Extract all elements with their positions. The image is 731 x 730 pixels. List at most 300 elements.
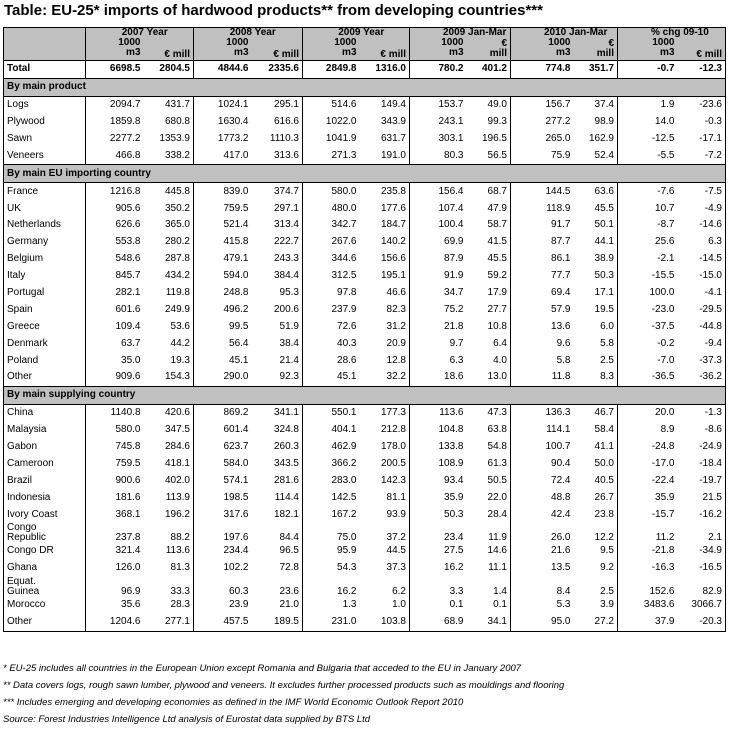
value-cell: 317.6 <box>194 506 252 523</box>
table-row <box>4 217 726 234</box>
value-cell: 45.5 <box>467 251 511 268</box>
value-cell: 113.9 <box>144 489 194 506</box>
value-cell: 14.6 <box>467 543 511 560</box>
row-label-text: Malaysia <box>7 424 47 436</box>
value-cell: 237.9 <box>303 301 360 318</box>
value-cell: 75.9 <box>511 147 574 164</box>
value-cell: 260.3 <box>252 439 303 456</box>
unit-m3: m3 <box>660 47 675 58</box>
value-cell: 181.6 <box>86 489 144 506</box>
value-cell: 341.1 <box>252 404 303 421</box>
table-row <box>4 439 726 456</box>
value-cell: 1316.0 <box>360 61 410 79</box>
value-cell: 69.4 <box>511 285 574 302</box>
value-cell: -36.5 <box>618 369 678 386</box>
value-cell: 344.6 <box>303 251 360 268</box>
value-cell: 3.3 <box>410 577 467 597</box>
value-cell: 845.7 <box>86 268 144 285</box>
value-cell: 77.7 <box>511 268 574 285</box>
footnotes <box>3 660 564 728</box>
value-cell: 1.4 <box>467 577 511 597</box>
value-cell: -8.6 <box>678 422 726 439</box>
row-label <box>4 506 86 523</box>
row-label <box>4 614 86 631</box>
value-cell: 37.2 <box>360 523 410 543</box>
value-cell: 87.9 <box>410 251 467 268</box>
value-cell: 3.9 <box>574 597 618 614</box>
unit-m3: m3 <box>556 47 571 58</box>
table-row <box>4 560 726 577</box>
value-cell: 100.4 <box>410 217 467 234</box>
row-label-text: Italy <box>7 270 26 282</box>
value-cell: 136.3 <box>511 404 574 421</box>
value-cell: -36.2 <box>678 369 726 386</box>
value-cell: 198.5 <box>194 489 252 506</box>
value-cell: 59.2 <box>467 268 511 285</box>
value-cell: -0.2 <box>618 335 678 352</box>
header-row <box>4 28 726 61</box>
value-cell: 69.9 <box>410 234 467 251</box>
value-cell: 222.7 <box>252 234 303 251</box>
row-label-text: Other <box>7 371 33 383</box>
value-cell: 37.9 <box>618 614 678 631</box>
value-cell: 20.0 <box>618 404 678 421</box>
header-volume-cell <box>86 27 168 61</box>
value-cell: 50.5 <box>467 472 511 489</box>
value-cell: 480.0 <box>303 200 360 217</box>
row-label-text: Other <box>7 616 33 628</box>
row-label <box>4 439 86 456</box>
table-title: Table: EU-25* imports of hardwood products** from developing countries*** <box>4 2 543 19</box>
value-cell: 142.5 <box>303 489 360 506</box>
value-cell: 14.0 <box>618 114 678 131</box>
value-cell: 60.3 <box>194 577 252 597</box>
value-cell: 95.0 <box>511 614 574 631</box>
value-cell: -7.2 <box>678 147 726 164</box>
value-cell: 20.9 <box>360 335 410 352</box>
row-label-text: Veneers <box>7 149 44 161</box>
unit-m3: m3 <box>342 47 357 58</box>
row-label-text: Gabon <box>7 441 38 453</box>
value-cell: 72.8 <box>252 560 303 577</box>
value-cell: -22.4 <box>618 472 678 489</box>
value-cell: 404.1 <box>303 422 360 439</box>
value-cell: 38.4 <box>252 335 303 352</box>
value-cell: 17.1 <box>574 285 618 302</box>
value-cell: 759.5 <box>194 200 252 217</box>
period-label: 2009 Year <box>338 27 385 38</box>
table-row <box>4 455 726 472</box>
value-cell: 50.0 <box>574 455 618 472</box>
unit-1000: 1000 <box>652 37 675 48</box>
value-cell: 48.8 <box>511 489 574 506</box>
value-cell: -16.5 <box>678 560 726 577</box>
table-row <box>4 404 726 421</box>
row-label <box>4 352 86 369</box>
value-cell: 35.9 <box>410 489 467 506</box>
section-header <box>4 165 726 183</box>
value-cell: 366.2 <box>303 455 360 472</box>
value-cell: -29.5 <box>678 301 726 318</box>
value-cell: 195.1 <box>360 268 410 285</box>
value-cell: 126.0 <box>86 560 144 577</box>
value-cell: 35.0 <box>86 352 144 369</box>
row-label-text: Morocco <box>7 599 46 611</box>
value-cell: 9.7 <box>410 335 467 352</box>
header-volume-cell <box>303 27 385 61</box>
value-cell: 37.3 <box>360 560 410 577</box>
value-cell: 2849.8 <box>303 61 360 79</box>
value-cell: -24.9 <box>678 439 726 456</box>
value-cell: -15.5 <box>618 268 678 285</box>
value-cell: 182.1 <box>252 506 303 523</box>
value-cell: 63.6 <box>574 183 618 200</box>
value-cell: 6698.5 <box>86 61 144 79</box>
value-cell: 1140.8 <box>86 404 144 421</box>
value-cell: 72.6 <box>303 318 360 335</box>
value-cell: 53.6 <box>144 318 194 335</box>
period-label: 2007 Year <box>121 27 168 38</box>
value-cell: 9.6 <box>511 335 574 352</box>
value-cell: 745.8 <box>86 439 144 456</box>
value-cell: 54.8 <box>467 439 511 456</box>
value-cell: 1630.4 <box>194 114 252 131</box>
value-cell: 50.1 <box>574 217 618 234</box>
value-cell: 31.2 <box>360 318 410 335</box>
unit-1000: 1000 <box>226 37 249 48</box>
value-cell: 50.3 <box>410 506 467 523</box>
value-cell: 91.9 <box>410 268 467 285</box>
value-cell: 514.6 <box>303 96 360 113</box>
value-cell: 869.2 <box>194 404 252 421</box>
value-cell: 154.3 <box>144 369 194 386</box>
value-cell: 23.6 <box>252 577 303 597</box>
value-cell: 11.2 <box>618 523 678 543</box>
value-cell: 88.2 <box>144 523 194 543</box>
value-cell: -24.8 <box>618 439 678 456</box>
value-cell: 56.5 <box>467 147 511 164</box>
unit-m3: m3 <box>234 47 249 58</box>
value-cell: 601.6 <box>86 301 144 318</box>
value-cell: 118.9 <box>511 200 574 217</box>
value-cell: 374.7 <box>252 183 303 200</box>
value-cell: 466.8 <box>86 147 144 164</box>
row-label <box>4 61 86 79</box>
value-cell: 1859.8 <box>86 114 144 131</box>
value-cell: 28.4 <box>467 506 511 523</box>
value-cell: 178.0 <box>360 439 410 456</box>
row-label <box>4 577 86 597</box>
value-cell: 197.6 <box>194 523 252 543</box>
row-label <box>4 318 86 335</box>
value-cell: 2.5 <box>574 352 618 369</box>
value-cell: 1041.9 <box>303 131 360 148</box>
row-label-text: Total <box>7 63 31 75</box>
value-cell: 13.5 <box>511 560 574 577</box>
row-label <box>4 268 86 285</box>
value-cell: 72.4 <box>511 472 574 489</box>
table-row <box>4 268 726 285</box>
table-row <box>4 131 726 148</box>
value-cell: 87.7 <box>511 234 574 251</box>
table-row <box>4 61 726 79</box>
value-cell: 1216.8 <box>86 183 144 200</box>
value-cell: -23.6 <box>678 96 726 113</box>
value-cell: 27.5 <box>410 543 467 560</box>
value-cell: 91.7 <box>511 217 574 234</box>
footnote: Source: Forest Industries Intelligence Ltd analysis of Eurostat data supplied by BTS Ltd <box>3 714 371 725</box>
value-cell: 162.9 <box>574 131 618 148</box>
value-cell: 631.7 <box>360 131 410 148</box>
row-label <box>4 96 86 113</box>
table-row <box>4 251 726 268</box>
row-label-text: Netherlands <box>7 219 61 231</box>
value-cell: 42.4 <box>511 506 574 523</box>
value-cell: 26.7 <box>574 489 618 506</box>
row-label <box>4 251 86 268</box>
value-cell: 8.9 <box>618 422 678 439</box>
unit-euro-mill: € mill <box>696 49 722 60</box>
row-label-text: Denmark <box>7 337 48 349</box>
value-cell: 191.0 <box>360 147 410 164</box>
value-cell: 32.2 <box>360 369 410 386</box>
value-cell: 616.6 <box>252 114 303 131</box>
value-cell: -4.9 <box>678 200 726 217</box>
value-cell: 167.2 <box>303 506 360 523</box>
row-label <box>4 147 86 164</box>
value-cell: 153.7 <box>410 96 467 113</box>
value-cell: 40.5 <box>574 472 618 489</box>
value-cell: -44.8 <box>678 318 726 335</box>
row-label-text: Spain <box>7 303 33 315</box>
row-label-text: Cameroon <box>7 457 54 469</box>
value-cell: 21.5 <box>678 489 726 506</box>
value-cell: 8.4 <box>511 577 574 597</box>
value-cell: 365.0 <box>144 217 194 234</box>
value-cell: 28.3 <box>144 597 194 614</box>
value-cell: 100.7 <box>511 439 574 456</box>
value-cell: -8.7 <box>618 217 678 234</box>
table-row <box>4 114 726 131</box>
imports-table <box>3 27 726 632</box>
table-row <box>4 614 726 631</box>
value-cell: 265.0 <box>511 131 574 148</box>
value-cell: 1110.3 <box>252 131 303 148</box>
row-label-text: Republic <box>7 532 46 544</box>
table-row <box>4 523 726 543</box>
value-cell: 113.6 <box>410 404 467 421</box>
row-label-text: Sawn <box>7 133 33 144</box>
value-cell: 156.4 <box>410 183 467 200</box>
value-cell: 324.8 <box>252 422 303 439</box>
value-cell: 248.8 <box>194 285 252 302</box>
value-cell: 41.5 <box>467 234 511 251</box>
footnote: ** Data covers logs, rough sawn lumber, plywood and veneers. It excludes further processed products such as mouldings and flooring <box>3 680 565 691</box>
unit-mill: mill <box>489 48 507 59</box>
row-label-text: Germany <box>7 236 49 248</box>
value-cell: 368.1 <box>86 506 144 523</box>
table-row <box>4 335 726 352</box>
value-cell: 550.1 <box>303 404 360 421</box>
value-cell: -17.1 <box>678 131 726 148</box>
value-cell: 144.5 <box>511 183 574 200</box>
value-cell: 200.5 <box>360 455 410 472</box>
value-cell: 21.6 <box>511 543 574 560</box>
value-cell: 277.1 <box>144 614 194 631</box>
value-cell: 23.4 <box>410 523 467 543</box>
value-cell: 80.3 <box>410 147 467 164</box>
value-cell: 81.3 <box>144 560 194 577</box>
value-cell: 41.1 <box>574 439 618 456</box>
value-cell: -7.5 <box>678 183 726 200</box>
value-cell: 249.9 <box>144 301 194 318</box>
value-cell: 521.4 <box>194 217 252 234</box>
value-cell: 303.1 <box>410 131 467 148</box>
row-label <box>4 369 86 386</box>
value-cell: 86.1 <box>511 251 574 268</box>
value-cell: 5.3 <box>511 597 574 614</box>
value-cell: -16.3 <box>618 560 678 577</box>
table-row <box>4 543 726 560</box>
value-cell: 680.8 <box>144 114 194 131</box>
value-cell: 114.1 <box>511 422 574 439</box>
period-label: 2008 Year <box>229 27 276 38</box>
value-cell: 280.2 <box>144 234 194 251</box>
value-cell: -4.1 <box>678 285 726 302</box>
value-cell: 0.1 <box>467 597 511 614</box>
row-label-text: Brazil <box>7 474 33 486</box>
value-cell: 243.3 <box>252 251 303 268</box>
value-cell: 38.9 <box>574 251 618 268</box>
value-cell: -17.0 <box>618 455 678 472</box>
row-label-text: Greece <box>7 320 40 332</box>
value-cell: 343.5 <box>252 455 303 472</box>
value-cell: 200.6 <box>252 301 303 318</box>
value-cell: 243.1 <box>410 114 467 131</box>
value-cell: -21.8 <box>618 543 678 560</box>
value-cell: 774.8 <box>511 61 574 79</box>
value-cell: 27.7 <box>467 301 511 318</box>
value-cell: -20.3 <box>678 614 726 631</box>
value-cell: 16.2 <box>303 577 360 597</box>
value-cell: 184.7 <box>360 217 410 234</box>
value-cell: 46.6 <box>360 285 410 302</box>
value-cell: 6.3 <box>678 234 726 251</box>
value-cell: 96.5 <box>252 543 303 560</box>
value-cell: -9.4 <box>678 335 726 352</box>
value-cell: 1773.2 <box>194 131 252 148</box>
value-cell: 68.7 <box>467 183 511 200</box>
row-label <box>4 183 86 200</box>
value-cell: 84.4 <box>252 523 303 543</box>
value-cell: 2.1 <box>678 523 726 543</box>
value-cell: 45.5 <box>574 200 618 217</box>
value-cell: 51.9 <box>252 318 303 335</box>
value-cell: 212.8 <box>360 422 410 439</box>
row-label <box>4 489 86 506</box>
row-label <box>4 234 86 251</box>
table-row <box>4 369 726 386</box>
value-cell: -34.9 <box>678 543 726 560</box>
row-label-text: Logs <box>7 99 29 111</box>
value-cell: 457.5 <box>194 614 252 631</box>
footnote: * EU-25 includes all countries in the European Union except Romania and Bulgaria that acceded to the EU in January 2007 <box>3 663 522 674</box>
value-cell: 82.9 <box>678 577 726 597</box>
value-cell: 68.9 <box>410 614 467 631</box>
unit-m3: m3 <box>126 47 141 58</box>
value-cell: 1353.9 <box>144 131 194 148</box>
value-cell: 63.7 <box>86 335 144 352</box>
table-row <box>4 301 726 318</box>
value-cell: 1204.6 <box>86 614 144 631</box>
value-cell: 5.8 <box>511 352 574 369</box>
value-cell: 4.0 <box>467 352 511 369</box>
value-cell: 0.1 <box>410 597 467 614</box>
value-cell: 196.2 <box>144 506 194 523</box>
value-cell: 479.1 <box>194 251 252 268</box>
unit-euro-mill: € mill <box>380 49 406 60</box>
row-label <box>4 285 86 302</box>
table-row <box>4 234 726 251</box>
value-cell: 49.0 <box>467 96 511 113</box>
value-cell: 283.0 <box>303 472 360 489</box>
value-cell: 108.9 <box>410 455 467 472</box>
value-cell: 45.1 <box>194 352 252 369</box>
value-cell: 1022.0 <box>303 114 360 131</box>
value-cell: 34.1 <box>467 614 511 631</box>
value-cell: 140.2 <box>360 234 410 251</box>
value-cell: 431.7 <box>144 96 194 113</box>
value-cell: 34.7 <box>410 285 467 302</box>
value-cell: 284.6 <box>144 439 194 456</box>
value-cell: 75.2 <box>410 301 467 318</box>
unit-m3: m3 <box>449 47 464 58</box>
value-cell: 75.0 <box>303 523 360 543</box>
value-cell: 21.4 <box>252 352 303 369</box>
value-cell: 905.6 <box>86 200 144 217</box>
unit-1000: 1000 <box>118 37 141 48</box>
value-cell: 434.2 <box>144 268 194 285</box>
value-cell: 343.9 <box>360 114 410 131</box>
value-cell: 10.7 <box>618 200 678 217</box>
value-cell: 152.6 <box>618 577 678 597</box>
value-cell: 100.0 <box>618 285 678 302</box>
value-cell: 21.0 <box>252 597 303 614</box>
value-cell: 156.6 <box>360 251 410 268</box>
value-cell: 177.6 <box>360 200 410 217</box>
value-cell: 313.6 <box>252 147 303 164</box>
row-label-text: Indonesia <box>7 491 51 503</box>
value-cell: 44.2 <box>144 335 194 352</box>
value-cell: 418.1 <box>144 455 194 472</box>
value-cell: 594.0 <box>194 268 252 285</box>
value-cell: 9.2 <box>574 560 618 577</box>
value-cell: 37.4 <box>574 96 618 113</box>
value-cell: 417.0 <box>194 147 252 164</box>
unit-euro: € <box>608 38 614 49</box>
value-cell: 12.8 <box>360 352 410 369</box>
unit-1000: 1000 <box>441 37 464 48</box>
row-label <box>4 422 86 439</box>
value-cell: 156.7 <box>511 96 574 113</box>
value-cell: 22.0 <box>467 489 511 506</box>
value-cell: 196.5 <box>467 131 511 148</box>
table-row <box>4 577 726 597</box>
value-cell: -15.0 <box>678 268 726 285</box>
value-cell: 10.8 <box>467 318 511 335</box>
value-cell: 12.2 <box>574 523 618 543</box>
value-cell: 2.5 <box>574 577 618 597</box>
